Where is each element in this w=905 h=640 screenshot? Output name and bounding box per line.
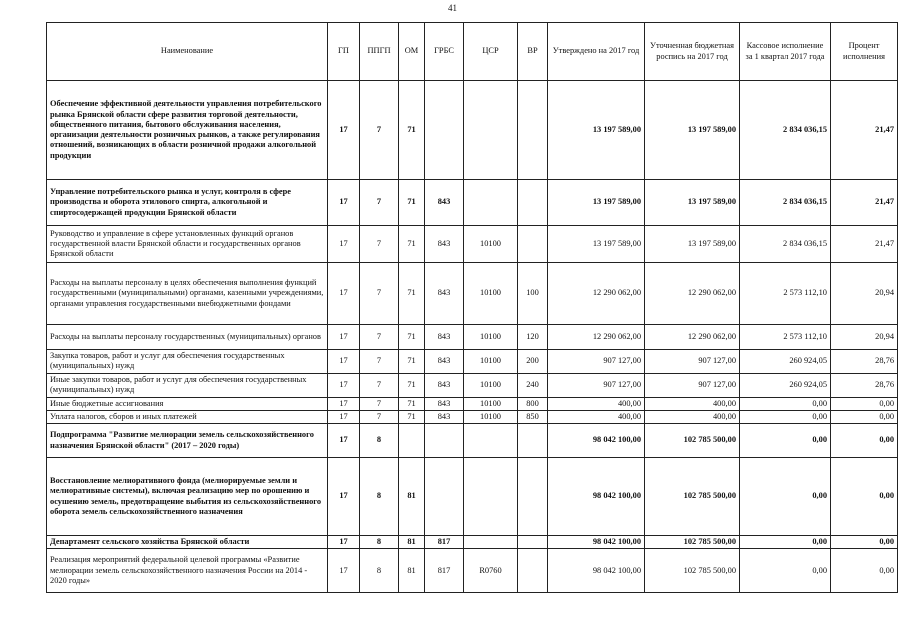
cell-gp: 17 bbox=[328, 373, 360, 397]
cell-cash: 2 573 112,10 bbox=[740, 263, 831, 325]
cell-gp: 17 bbox=[328, 325, 360, 350]
cell-om: 71 bbox=[399, 325, 425, 350]
table-row bbox=[47, 410, 898, 423]
cell-om: 71 bbox=[399, 397, 425, 410]
cell-vr: 850 bbox=[518, 410, 548, 423]
header-vr: ВР bbox=[518, 23, 548, 81]
cell-gp: 17 bbox=[328, 350, 360, 374]
cell-vr: 120 bbox=[518, 325, 548, 350]
cell-refined: 102 785 500,00 bbox=[645, 549, 740, 593]
cell-percent: 0,00 bbox=[831, 458, 898, 536]
page-number: 41 bbox=[448, 3, 457, 13]
cell-vr: 100 bbox=[518, 263, 548, 325]
cell-name: Расходы на выплаты персоналу государственных (муниципальных) органов bbox=[47, 325, 328, 350]
table-header-row bbox=[47, 23, 898, 81]
cell-csr: 10100 bbox=[464, 373, 518, 397]
cell-grbs: 843 bbox=[425, 397, 464, 410]
cell-ppgp: 7 bbox=[360, 263, 399, 325]
cell-percent: 0,00 bbox=[831, 424, 898, 458]
cell-approved: 98 042 100,00 bbox=[548, 458, 645, 536]
cell-gp: 17 bbox=[328, 226, 360, 263]
cell-percent: 0,00 bbox=[831, 549, 898, 593]
header-grbs: ГРБС bbox=[425, 23, 464, 81]
cell-percent: 0,00 bbox=[831, 397, 898, 410]
cell-om bbox=[399, 424, 425, 458]
table-row bbox=[47, 325, 898, 350]
header-percent: Процент исполнения bbox=[831, 23, 898, 81]
cell-cash: 0,00 bbox=[740, 410, 831, 423]
cell-vr: 200 bbox=[518, 350, 548, 374]
cell-vr bbox=[518, 180, 548, 226]
cell-refined: 102 785 500,00 bbox=[645, 458, 740, 536]
cell-om: 71 bbox=[399, 81, 425, 180]
cell-approved: 907 127,00 bbox=[548, 373, 645, 397]
cell-approved: 907 127,00 bbox=[548, 350, 645, 374]
cell-cash: 2 573 112,10 bbox=[740, 325, 831, 350]
table-row bbox=[47, 180, 898, 226]
cell-approved: 98 042 100,00 bbox=[548, 549, 645, 593]
cell-ppgp: 7 bbox=[360, 325, 399, 350]
cell-grbs: 817 bbox=[425, 536, 464, 549]
cell-vr bbox=[518, 81, 548, 180]
cell-name: Иные бюджетные ассигнования bbox=[47, 397, 328, 410]
cell-cash: 2 834 036,15 bbox=[740, 180, 831, 226]
cell-om: 81 bbox=[399, 458, 425, 536]
cell-csr bbox=[464, 536, 518, 549]
header-csr: ЦСР bbox=[464, 23, 518, 81]
cell-percent: 21,47 bbox=[831, 180, 898, 226]
cell-name: Руководство и управление в сфере установленных функций органов государственной власти Брянской области и государственных органов Брянской области bbox=[47, 226, 328, 263]
header-approved: Утверждено на 2017 год bbox=[548, 23, 645, 81]
cell-approved: 12 290 062,00 bbox=[548, 325, 645, 350]
cell-grbs: 843 bbox=[425, 325, 464, 350]
cell-ppgp: 7 bbox=[360, 226, 399, 263]
cell-cash: 260 924,05 bbox=[740, 350, 831, 374]
cell-gp: 17 bbox=[328, 549, 360, 593]
cell-approved: 400,00 bbox=[548, 410, 645, 423]
cell-refined: 12 290 062,00 bbox=[645, 263, 740, 325]
cell-percent: 21,47 bbox=[831, 81, 898, 180]
cell-gp: 17 bbox=[328, 410, 360, 423]
table-row bbox=[47, 373, 898, 397]
cell-gp: 17 bbox=[328, 180, 360, 226]
cell-vr bbox=[518, 549, 548, 593]
header-ppgp: ППГП bbox=[360, 23, 399, 81]
cell-grbs: 843 bbox=[425, 263, 464, 325]
cell-name: Иные закупки товаров, работ и услуг для обеспечения государственных (муниципальных) нужд bbox=[47, 373, 328, 397]
cell-om: 71 bbox=[399, 410, 425, 423]
cell-gp: 17 bbox=[328, 424, 360, 458]
cell-vr: 240 bbox=[518, 373, 548, 397]
cell-name: Уплата налогов, сборов и иных платежей bbox=[47, 410, 328, 423]
cell-ppgp: 7 bbox=[360, 410, 399, 423]
cell-name: Управление потребительского рынка и услуг, контроля в сфере производства и оборота этилового спирта, алкогольной и спиртосодержащей продукции Брянской области bbox=[47, 180, 328, 226]
cell-percent: 0,00 bbox=[831, 410, 898, 423]
cell-csr: 10100 bbox=[464, 350, 518, 374]
cell-grbs: 843 bbox=[425, 350, 464, 374]
cell-approved: 98 042 100,00 bbox=[548, 536, 645, 549]
table-row bbox=[47, 81, 898, 180]
cell-approved: 13 197 589,00 bbox=[548, 226, 645, 263]
cell-grbs: 817 bbox=[425, 549, 464, 593]
cell-ppgp: 8 bbox=[360, 424, 399, 458]
cell-grbs: 843 bbox=[425, 226, 464, 263]
cell-cash: 260 924,05 bbox=[740, 373, 831, 397]
cell-percent: 0,00 bbox=[831, 536, 898, 549]
table-row bbox=[47, 536, 898, 549]
cell-percent: 28,76 bbox=[831, 373, 898, 397]
cell-vr bbox=[518, 458, 548, 536]
header-cash: Кассовое исполнение за 1 квартал 2017 года bbox=[740, 23, 831, 81]
cell-grbs: 843 bbox=[425, 180, 464, 226]
cell-csr bbox=[464, 458, 518, 536]
cell-csr: 10100 bbox=[464, 226, 518, 263]
cell-ppgp: 7 bbox=[360, 373, 399, 397]
cell-percent: 20,94 bbox=[831, 325, 898, 350]
cell-om: 71 bbox=[399, 350, 425, 374]
table-row bbox=[47, 263, 898, 325]
cell-cash: 0,00 bbox=[740, 549, 831, 593]
cell-csr bbox=[464, 180, 518, 226]
cell-name: Восстановление мелиоративного фонда (мелиорируемые земли и мелиоративные системы), включая реализацию мер по орошению и осушению земель, предотвращение выбытия из сельскохозяйственного оборота земель сельскохозяйственного назначения bbox=[47, 458, 328, 536]
cell-percent: 21,47 bbox=[831, 226, 898, 263]
cell-gp: 17 bbox=[328, 81, 360, 180]
cell-ppgp: 8 bbox=[360, 536, 399, 549]
cell-name: Департамент сельского хозяйства Брянской области bbox=[47, 536, 328, 549]
cell-ppgp: 8 bbox=[360, 549, 399, 593]
cell-grbs: 843 bbox=[425, 373, 464, 397]
cell-om: 71 bbox=[399, 373, 425, 397]
cell-csr bbox=[464, 81, 518, 180]
cell-cash: 0,00 bbox=[740, 424, 831, 458]
cell-cash: 0,00 bbox=[740, 458, 831, 536]
table-body bbox=[47, 81, 898, 593]
table-row bbox=[47, 226, 898, 263]
cell-gp: 17 bbox=[328, 397, 360, 410]
cell-vr bbox=[518, 226, 548, 263]
cell-vr bbox=[518, 424, 548, 458]
cell-name: Обеспечение эффективной деятельности управления потребительского рынка Брянской области сфере развития торговой деятельности, общественного питания, бытового обслуживания населения, организации деятельности розничных рынков, а также регулирования отношений, возникающих в области розничной продажи алкогольной продукции bbox=[47, 81, 328, 180]
cell-cash: 2 834 036,15 bbox=[740, 81, 831, 180]
cell-percent: 20,94 bbox=[831, 263, 898, 325]
cell-refined: 400,00 bbox=[645, 397, 740, 410]
cell-refined: 13 197 589,00 bbox=[645, 180, 740, 226]
cell-ppgp: 7 bbox=[360, 350, 399, 374]
cell-om: 81 bbox=[399, 549, 425, 593]
cell-approved: 12 290 062,00 bbox=[548, 263, 645, 325]
cell-csr: R0760 bbox=[464, 549, 518, 593]
cell-refined: 400,00 bbox=[645, 410, 740, 423]
cell-refined: 13 197 589,00 bbox=[645, 226, 740, 263]
table-row bbox=[47, 350, 898, 374]
table-row bbox=[47, 549, 898, 593]
cell-ppgp: 7 bbox=[360, 180, 399, 226]
cell-ppgp: 7 bbox=[360, 397, 399, 410]
cell-grbs bbox=[425, 81, 464, 180]
cell-refined: 907 127,00 bbox=[645, 350, 740, 374]
table-row bbox=[47, 424, 898, 458]
cell-om: 81 bbox=[399, 536, 425, 549]
cell-grbs bbox=[425, 458, 464, 536]
cell-cash: 0,00 bbox=[740, 397, 831, 410]
cell-refined: 13 197 589,00 bbox=[645, 81, 740, 180]
cell-gp: 17 bbox=[328, 263, 360, 325]
cell-approved: 400,00 bbox=[548, 397, 645, 410]
cell-gp: 17 bbox=[328, 536, 360, 549]
cell-name: Реализация мероприятий федеральной целевой программы «Развитие мелиорации земель сельскохозяйственного назначения России на 2014 - 2020 годы» bbox=[47, 549, 328, 593]
cell-refined: 102 785 500,00 bbox=[645, 424, 740, 458]
cell-name: Подпрограмма "Развитие мелиорации земель сельскохозяйственного назначения Брянской области" (2017 – 2020 годы) bbox=[47, 424, 328, 458]
header-om: ОМ bbox=[399, 23, 425, 81]
cell-csr: 10100 bbox=[464, 410, 518, 423]
cell-refined: 102 785 500,00 bbox=[645, 536, 740, 549]
cell-cash: 0,00 bbox=[740, 536, 831, 549]
cell-approved: 13 197 589,00 bbox=[548, 81, 645, 180]
cell-ppgp: 8 bbox=[360, 458, 399, 536]
budget-table bbox=[46, 22, 898, 593]
cell-om: 71 bbox=[399, 263, 425, 325]
cell-grbs: 843 bbox=[425, 410, 464, 423]
cell-csr: 10100 bbox=[464, 325, 518, 350]
cell-percent: 28,76 bbox=[831, 350, 898, 374]
cell-refined: 12 290 062,00 bbox=[645, 325, 740, 350]
cell-name: Расходы на выплаты персоналу в целях обеспечения выполнения функций государственными (муниципальными) органами, казенными учреждениями, органами управления государственными внебюджетными фондами bbox=[47, 263, 328, 325]
cell-grbs bbox=[425, 424, 464, 458]
cell-name: Закупка товаров, работ и услуг для обеспечения государственных (муниципальных) нужд bbox=[47, 350, 328, 374]
cell-csr: 10100 bbox=[464, 263, 518, 325]
cell-gp: 17 bbox=[328, 458, 360, 536]
cell-vr: 800 bbox=[518, 397, 548, 410]
cell-csr: 10100 bbox=[464, 397, 518, 410]
cell-approved: 13 197 589,00 bbox=[548, 180, 645, 226]
cell-om: 71 bbox=[399, 180, 425, 226]
cell-csr bbox=[464, 424, 518, 458]
header-refined: Уточненная бюджетная роспись на 2017 год bbox=[645, 23, 740, 81]
cell-om: 71 bbox=[399, 226, 425, 263]
header-name: Наименование bbox=[47, 23, 328, 81]
cell-ppgp: 7 bbox=[360, 81, 399, 180]
cell-vr bbox=[518, 536, 548, 549]
cell-approved: 98 042 100,00 bbox=[548, 424, 645, 458]
table-row bbox=[47, 458, 898, 536]
cell-refined: 907 127,00 bbox=[645, 373, 740, 397]
cell-cash: 2 834 036,15 bbox=[740, 226, 831, 263]
header-gp: ГП bbox=[328, 23, 360, 81]
table-row bbox=[47, 397, 898, 410]
